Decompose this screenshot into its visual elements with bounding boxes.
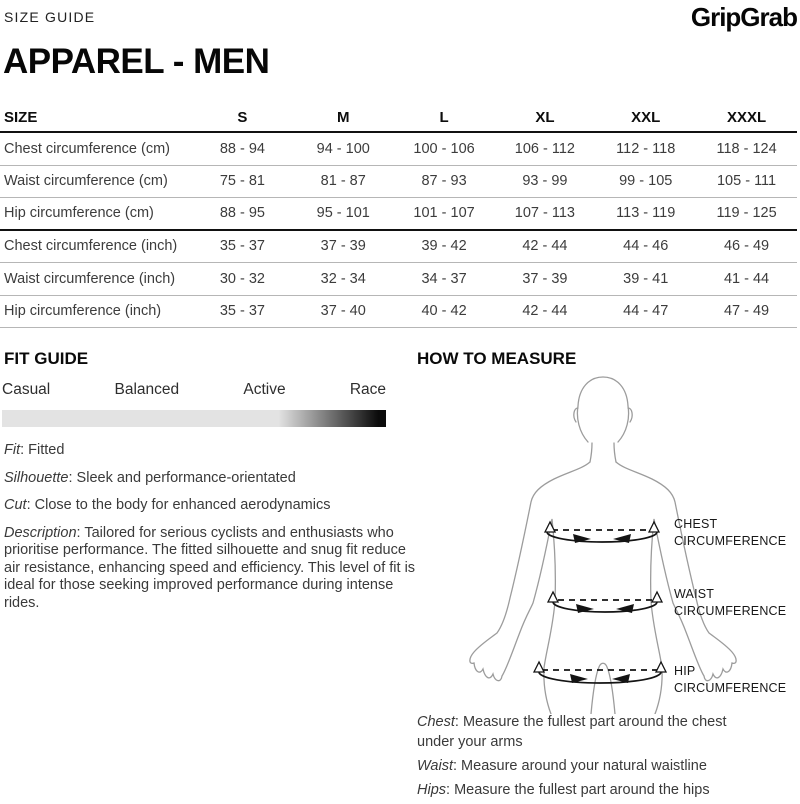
fit-attr-description: Description: Tailored for serious cyclists and enthusiasts who prioritise performance. The fitted silhouette and snug fit reduce air resistance, enhancing speed and efficiency. This level of fit is ideal for those seeking improved performance during intense rides. (4, 524, 416, 611)
fit-scale-labels (2, 381, 386, 399)
cell: 44 - 47 (623, 303, 669, 320)
table-header-row (0, 103, 797, 133)
chest-circumference-label: CHEST CIRCUMFERENCE (674, 517, 787, 548)
cell: 42 - 44 (522, 303, 568, 320)
col-header-m: M (336, 108, 350, 126)
col-header-size: SIZE (4, 108, 38, 126)
cell: 112 - 118 (616, 140, 676, 157)
cell: 37 - 40 (320, 303, 366, 320)
instruction-chest: Chest: Measure the fullest part around the chest under your arms (417, 714, 727, 750)
cell: 101 - 107 (413, 205, 475, 222)
cell: 35 - 37 (219, 238, 265, 255)
cell: 39 - 41 (623, 270, 669, 287)
cell: 119 - 125 (716, 205, 777, 222)
row-label: Chest circumference (inch) (4, 238, 178, 255)
instruction-hips: Hips: Measure the fullest part around the hips (417, 782, 710, 798)
cell: 107 - 113 (514, 205, 575, 222)
cell: 100 - 106 (413, 140, 475, 157)
cell: 95 - 101 (316, 205, 370, 222)
table-row (0, 198, 797, 231)
cell: 88 - 94 (219, 140, 265, 157)
row-label: Chest circumference (cm) (4, 140, 170, 157)
table-row (0, 231, 797, 264)
scale-label-race: Race (349, 381, 386, 398)
cell: 88 - 95 (219, 205, 265, 222)
cell: 35 - 37 (219, 303, 265, 320)
row-label: Hip circumference (cm) (4, 205, 154, 222)
row-label: Hip circumference (inch) (4, 303, 162, 320)
size-table (0, 103, 797, 328)
fit-gradient-bar (2, 410, 386, 427)
cell: 30 - 32 (219, 270, 265, 287)
instruction-waist: Waist: Measure around your natural waistline (417, 758, 707, 774)
cell: 37 - 39 (522, 270, 568, 287)
how-to-measure-heading: HOW TO MEASURE (417, 349, 577, 368)
hip-circumference-label: HIP CIRCUMFERENCE (674, 664, 787, 695)
cell: 105 - 111 (716, 173, 777, 190)
chest-measure-icon (545, 522, 659, 543)
cell: 47 - 49 (723, 303, 770, 320)
fit-attr-fit: Fit: Fitted (4, 442, 65, 458)
waist-measure-icon (548, 592, 662, 613)
cell: 75 - 81 (219, 173, 265, 190)
measure-instructions (417, 712, 761, 804)
table-row (0, 263, 797, 296)
fit-attributes (4, 442, 416, 622)
cell: 81 - 87 (320, 173, 366, 190)
col-header-xxl: XXL (631, 108, 661, 126)
cell: 39 - 42 (421, 238, 467, 255)
col-header-l: L (439, 108, 449, 126)
fit-guide-heading: FIT GUIDE (4, 349, 89, 368)
table-row (0, 296, 797, 329)
cell: 42 - 44 (522, 238, 568, 255)
page-title: APPAREL - MEN (3, 42, 270, 81)
brand-logo: GripGrab (690, 2, 797, 32)
col-header-xl: XL (535, 108, 555, 126)
cell: 93 - 99 (522, 173, 568, 190)
cell: 34 - 37 (421, 270, 467, 287)
page-label: SIZE GUIDE (4, 9, 96, 25)
fit-attr-cut: Cut: Close to the body for enhanced aerodynamics (4, 497, 331, 513)
cell: 113 - 119 (616, 205, 676, 222)
cell: 46 - 49 (723, 238, 770, 255)
table-row (0, 166, 797, 199)
row-label: Waist circumference (cm) (4, 173, 168, 190)
cell: 32 - 34 (320, 270, 366, 287)
table-row (0, 133, 797, 166)
cell: 94 - 100 (316, 140, 370, 157)
cell: 118 - 124 (716, 140, 777, 157)
cell: 44 - 46 (623, 238, 669, 255)
cell: 106 - 112 (514, 140, 575, 157)
cell: 37 - 39 (320, 238, 366, 255)
col-header-xxxl: XXXL (726, 108, 767, 126)
scale-label-active: Active (243, 381, 286, 398)
row-label: Waist circumference (inch) (4, 270, 176, 287)
cell: 41 - 44 (723, 270, 770, 287)
cell: 87 - 93 (421, 173, 467, 190)
col-header-s: S (237, 108, 248, 126)
scale-label-balanced: Balanced (114, 381, 180, 398)
cell: 40 - 42 (421, 303, 467, 320)
cell: 99 - 105 (619, 173, 673, 190)
waist-circumference-label: WAIST CIRCUMFERENCE (674, 587, 787, 618)
fit-attr-silhouette: Silhouette: Sleek and performance-orientated (4, 469, 296, 486)
scale-label-casual: Casual (2, 381, 51, 398)
